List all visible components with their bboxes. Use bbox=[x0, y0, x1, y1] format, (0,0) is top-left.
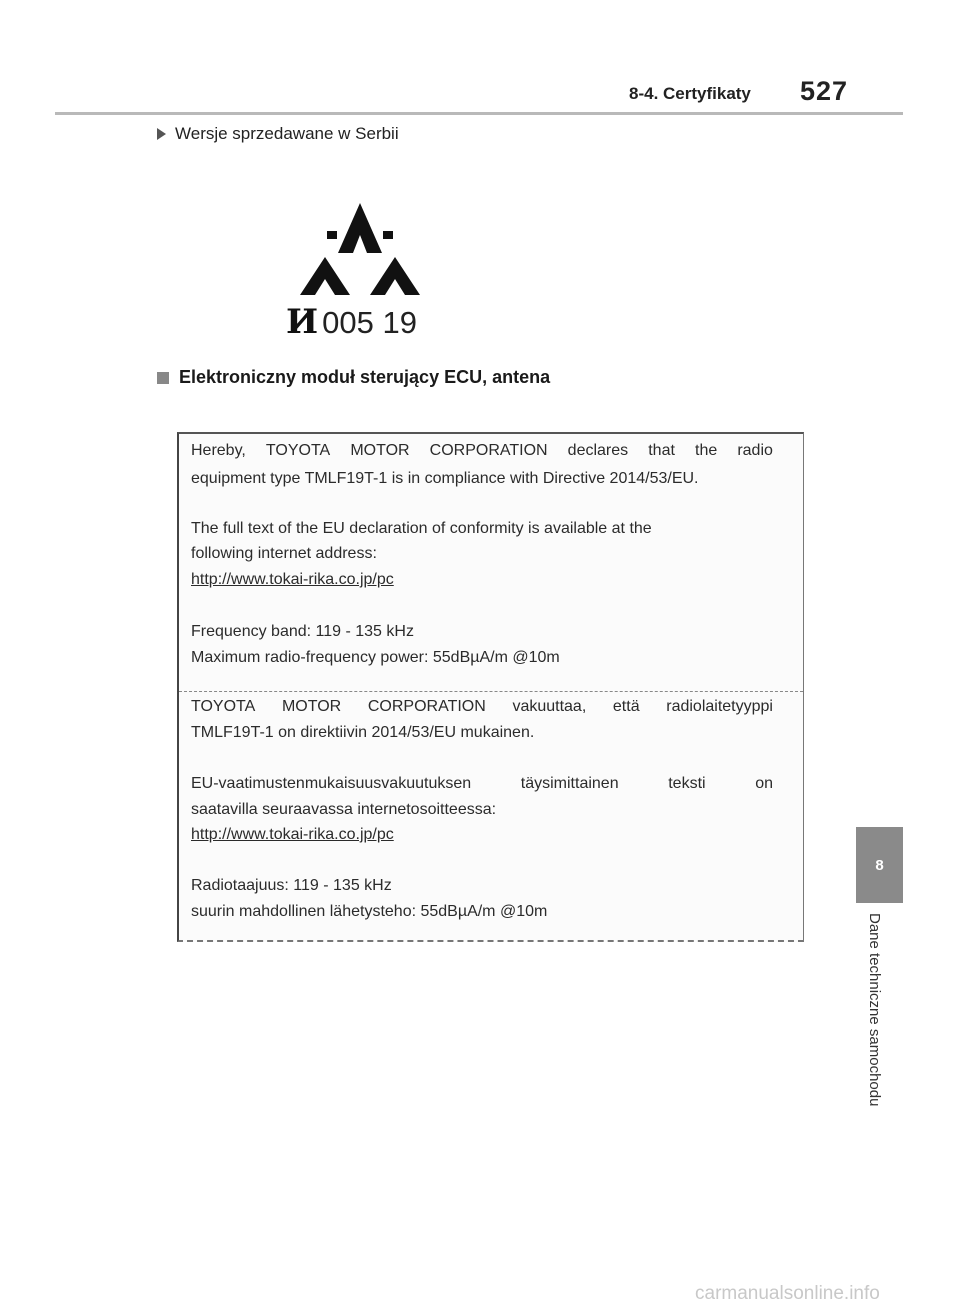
en-line-4: following internet address: bbox=[191, 545, 377, 562]
top-triangle-icon bbox=[338, 203, 382, 253]
subheading bbox=[157, 124, 399, 144]
header-divider bbox=[55, 112, 903, 115]
fi-line-1 bbox=[191, 698, 773, 716]
right-triangle-icon bbox=[370, 257, 420, 295]
en-link[interactable]: http://www.tokai-rika.co.jp/pc bbox=[191, 571, 394, 588]
word: the bbox=[695, 442, 718, 459]
fi-line-4: saatavilla seuraavassa internetosoitteessa: bbox=[191, 801, 497, 818]
word: CORPORATION bbox=[429, 442, 548, 459]
word: MOTOR bbox=[281, 698, 342, 715]
word: that bbox=[648, 442, 675, 459]
en-line-2: equipment type TMLF19T-1 is in compliance with Directive 2014/53/EU. bbox=[191, 470, 699, 487]
word: radio bbox=[737, 442, 773, 459]
word: EU-vaatimustenmukaisuusvakuutuksen bbox=[191, 775, 472, 792]
word: teksti bbox=[668, 775, 706, 792]
section-title bbox=[157, 367, 550, 388]
word: täysimittainen bbox=[520, 775, 619, 792]
watermark: carmanualsonline.info bbox=[695, 1283, 880, 1304]
en-frequency: Frequency band: 119 - 135 kHz bbox=[191, 623, 414, 640]
top-triangle-foot-right-icon bbox=[383, 231, 393, 239]
word: MOTOR bbox=[350, 442, 410, 459]
word: vakuuttaa, bbox=[512, 698, 587, 715]
word: TOYOTA bbox=[265, 442, 331, 459]
fi-frequency: Radiotaajuus: 119 - 135 kHz bbox=[191, 877, 392, 894]
left-triangle-icon bbox=[300, 257, 350, 295]
declaration-label bbox=[177, 432, 804, 942]
word: on bbox=[755, 775, 773, 792]
subheading-text: Wersje sprzedawane w Serbii bbox=[175, 124, 399, 143]
page-number: 527 bbox=[800, 76, 849, 106]
fi-power: suurin mahdollinen lähetysteho: 55dBµA/m @10m bbox=[191, 903, 548, 920]
triangle-bullet-icon bbox=[157, 128, 166, 140]
en-line-3: The full text of the EU declaration of conformity is available at the bbox=[191, 520, 652, 537]
word: TOYOTA bbox=[191, 698, 256, 715]
word: CORPORATION bbox=[367, 698, 486, 715]
chapter-tab[interactable] bbox=[856, 827, 903, 903]
word: radiolaitetyyppi bbox=[666, 698, 773, 715]
fi-line-3 bbox=[191, 775, 773, 793]
certification-code bbox=[286, 302, 417, 342]
section-title-text: Elektroniczny moduł sterujący ECU, antena bbox=[179, 367, 551, 387]
word: että bbox=[612, 698, 640, 715]
fi-link[interactable]: http://www.tokai-rika.co.jp/pc bbox=[191, 826, 394, 843]
square-bullet-icon bbox=[157, 372, 169, 384]
word: Hereby, bbox=[191, 442, 246, 459]
certification-letter: И bbox=[286, 302, 319, 342]
header-section-title: 8-4. Certyfikaty bbox=[629, 84, 751, 103]
word: declares bbox=[567, 442, 629, 459]
chapter-label bbox=[866, 913, 894, 1153]
en-power: Maximum radio-frequency power: 55dBµA/m @10m bbox=[191, 649, 560, 666]
language-divider bbox=[179, 691, 803, 692]
en-line-1 bbox=[191, 442, 773, 460]
top-triangle-foot-left-icon bbox=[327, 231, 337, 239]
chapter-label-text: Dane techniczne samochodu bbox=[866, 913, 883, 1107]
certification-number: 005 19 bbox=[322, 305, 417, 340]
chapter-number: 8 bbox=[875, 856, 884, 874]
fi-line-2: TMLF19T-1 on direktiivin 2014/53/EU mukainen. bbox=[191, 724, 535, 741]
